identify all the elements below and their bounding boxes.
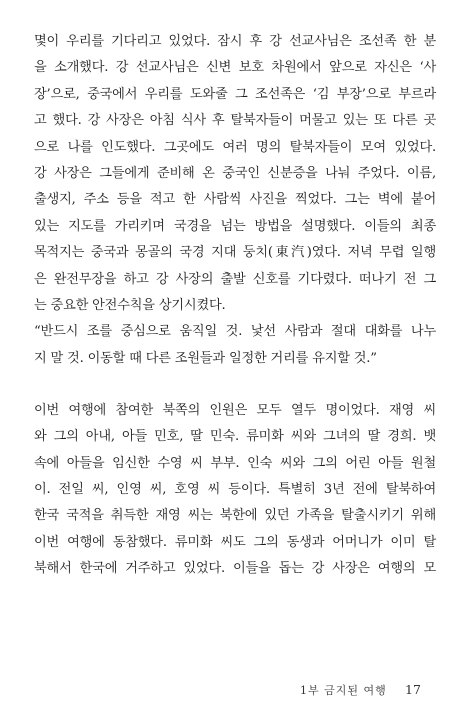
text-line: 와 그의 아내, 아들 민호, 딸 민숙. 류미화 씨와 그녀의 딸 경희. 뱃 [34, 429, 436, 445]
text-line: 고 했다. 강 사장은 아침 식사 후 탈북자들이 머물고 있는 또 다른 곳 [34, 113, 436, 129]
text-line: 있는 지도를 가리키며 국경을 넘는 방법을 설명했다. 이들의 최종 [34, 218, 436, 234]
text-line: 이번 여행에 동참했다. 류미화 씨도 그의 동생과 어머니가 이미 탈 [34, 534, 436, 550]
text-line: 출생지, 주소 등을 적고 한 사람씩 사진을 찍었다. 그는 벽에 붙어 [34, 192, 436, 208]
text-line: 북해서 한국에 거주하고 있었다. 이들을 돕는 강 사장은 여행의 모 [34, 561, 436, 577]
text-line: 은 완전무장을 하고 강 사장의 출발 신호를 기다렸다. 떠나기 전 그 [34, 271, 436, 287]
text-line: 이. 전일 씨, 인영 씨, 호영 씨 등이다. 특별히 3년 전에 탈북하여 [34, 482, 436, 497]
page-number: 17 [405, 682, 421, 697]
text-line: 속에 아들을 임신한 수영 씨 부부. 인숙 씨와 그의 어린 아들 원철 [34, 455, 436, 471]
text-line: 지 말 것. 이동할 때 다른 조원들과 일정한 거리를 유지할 것.” [34, 350, 377, 366]
text-line: 을 소개했다. 강 선교사님은 신변 보호 차원에서 앞으로 자신은 ‘사 [34, 60, 436, 76]
text-line: 으로 나를 인도했다. 그곳에도 여러 명의 탈북자들이 모여 있었다. [34, 139, 436, 155]
text-line: “반드시 조를 중심으로 움직일 것. 낯선 사람과 절대 대화를 나누 [34, 324, 436, 340]
text-line: 몇이 우리를 기다리고 있었다. 잠시 후 강 선교사님은 조선족 한 분 [34, 34, 436, 49]
text-line: 한국 국적을 취득한 재영 씨는 북한에 있던 가족을 탈출시키기 위해 [34, 508, 436, 524]
text-line: 강 사장은 그들에게 준비해 온 중국인 신분증을 나눠 주었다. 이름, [34, 166, 436, 181]
text-line: 는 중요한 안전수칙을 상기시켰다. [34, 298, 226, 313]
text-line: 이번 여행에 참여한 북쪽의 인원은 모두 열두 명이었다. 재영 씨 [34, 402, 436, 418]
text-line: 장’으로, 중국에서 우리를 도와줄 그 조선족은 ‘김 부장’으로 부르라 [34, 86, 436, 102]
text-line: 목적지는 중국과 몽골의 국경 지대 둥치(東汽)였다. 저녁 무렵 일행 [34, 245, 436, 261]
running-head: 1부 금지된 여행 [300, 684, 387, 697]
